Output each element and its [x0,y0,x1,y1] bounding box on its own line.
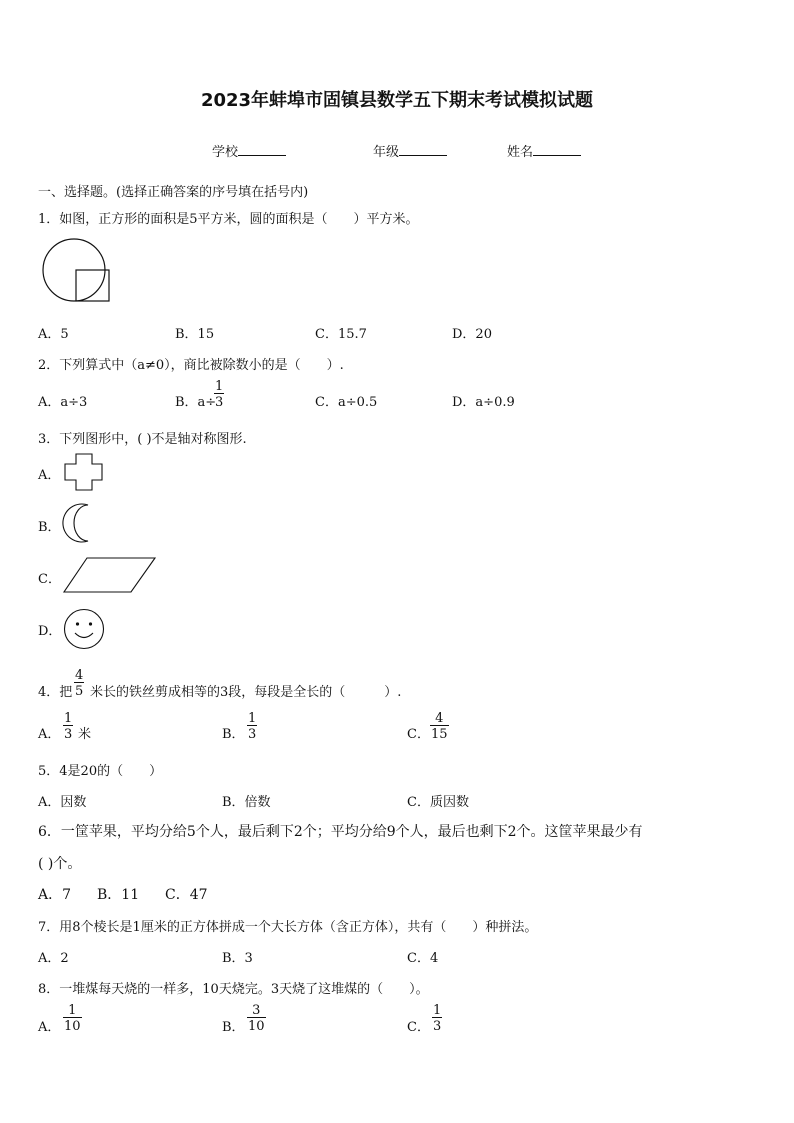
question-5-text: 5．4是20的（ ） [38,764,163,779]
grade-field [373,141,447,160]
fraction-denominator: 3 [433,1019,442,1034]
q8-option-b-fraction [247,1004,266,1033]
q1-option-c: C．15.7 [315,327,367,342]
fraction-denominator: 15 [431,727,448,742]
q3-label-c: C． [38,572,61,587]
parallelogram-icon [63,557,157,593]
school-field [212,141,286,160]
question-6-line1: 6．一筐苹果，平均分给5个人，最后剩下2个；平均分给9个人，最后也剩下2个。这筐苹果最少有 [38,824,643,840]
fraction-denominator: 3 [215,395,224,410]
q7-option-a: A．2 [38,951,69,966]
fraction-denominator: 10 [248,1019,265,1034]
fraction-denominator: 3 [64,727,73,742]
page-title: 2023年蚌埠市固镇县数学五下期末考试模拟试题 [200,90,594,111]
school-label: 学校 [212,145,239,160]
q7-option-c: C．4 [407,951,439,966]
question-4-text: 米长的铁丝剪成相等的3段，每段是全长的（ ）. [90,685,402,700]
q4-option-c-fraction [430,712,449,741]
fraction-denominator: 5 [75,684,84,699]
q2-option-a: A．a÷3 [38,395,88,410]
name-label: 姓名 [507,145,534,160]
q4-option-b-label: B． [222,727,245,742]
question-4-prefix: 4．把 [38,685,73,700]
fraction-denominator: 3 [248,727,257,742]
q2-option-b-prefix: B．a÷ [175,395,217,410]
q4-option-a-fraction [63,712,73,741]
section-heading: 一、选择题。(选择正确答案的序号填在括号内) [38,185,309,200]
q8-option-a-fraction [63,1004,82,1033]
q1-option-d: D．20 [452,327,492,342]
fraction-numerator: 1 [215,379,224,394]
q2-option-d: D．a÷0.9 [452,395,515,410]
q5-option-b: B．倍数 [222,795,271,810]
question-1-text: 1．如图，正方形的面积是5平方米，圆的面积是（ ）平方米。 [38,212,419,227]
q4-option-a-label: A． [38,727,61,742]
fraction-numerator: 3 [252,1003,261,1018]
fraction-numerator: 1 [248,711,257,726]
fraction-numerator: 4 [435,711,444,726]
q3-label-a: A． [38,468,61,483]
name-blank [533,143,581,156]
q8-option-b-label: B． [222,1020,245,1035]
school-blank [238,143,286,156]
fraction-numerator: 1 [68,1003,77,1018]
grade-label: 年级 [373,145,400,160]
crescent-moon-icon [62,503,96,543]
question-8-text: 8．一堆煤每天烧的一样多，10天烧完。3天烧了这堆煤的（ ）。 [38,982,429,997]
q1-option-b: B．15 [175,327,215,342]
q7-option-b: B．3 [222,951,253,966]
q6-option-a: A．7 [38,887,72,903]
grade-blank [399,143,447,156]
q8-option-a-label: A． [38,1020,61,1035]
q5-option-a: A．因数 [38,795,87,810]
fraction-numerator: 1 [433,1003,442,1018]
q4-option-c-label: C． [407,727,430,742]
q4-fraction [74,669,84,698]
fraction-numerator: 4 [75,668,84,683]
q8-option-c-label: C． [407,1020,430,1035]
q2-option-b-fraction [214,380,224,409]
q3-label-d: D． [38,624,62,639]
fraction-numerator: 1 [64,711,73,726]
q4-option-a-unit: 米 [78,727,92,742]
name-field [507,141,581,160]
fraction-denominator: 10 [64,1019,81,1034]
question-7-text: 7．用8个棱长是1厘米的正方体拼成一个大长方体（含正方体），共有（ ）种拼法。 [38,920,538,935]
q5-option-c: C．质因数 [407,795,469,810]
q2-option-c: C．a÷0.5 [315,395,378,410]
question-2-text: 2．下列算式中（a≠0），商比被除数小的是（ ）. [38,358,344,373]
cross-shape-icon [64,453,104,491]
question-3-text: 3．下列图形中，( )不是轴对称图形. [38,432,247,447]
q3-label-b: B． [38,520,61,535]
question-6-line2: ( )个。 [38,856,82,872]
q6-option-b: B．11 [97,887,140,903]
q6-option-c: C．47 [165,887,208,903]
smiley-face-icon [63,608,105,650]
circle-square-figure [40,240,112,304]
q4-option-b-fraction [247,712,257,741]
q8-option-c-fraction [432,1004,442,1033]
q1-option-a: A．5 [38,327,69,342]
